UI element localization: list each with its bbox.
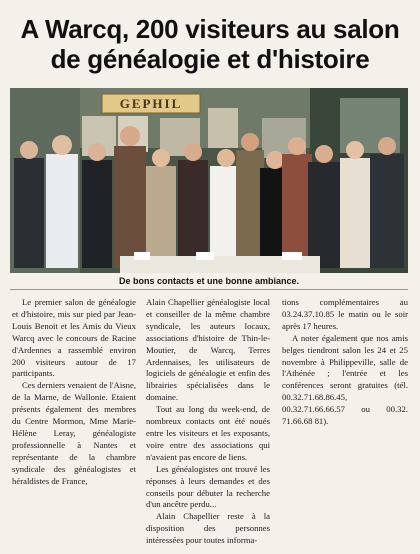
paragraph: Ces derniers venaient de l'Aisne, de la Marne, de Wallonie. Etaient présents également des membres du Centre Mormon, Mme Marie-Hélène Leray, généalogiste professionnelle à Nantes et représentante de la chambre syndicale des généalogistes et héraldistes de France, (12, 380, 136, 486)
paragraph: Le premier salon de généalogie et d'histoire, mis sur pied par Jean-Louis Benoit et les Amis du Vieux Warcq avec le concours de Racine d'Ardennes a rassemblé environ 200 visiteurs autour de 17 participants. (12, 297, 136, 379)
column-2 (146, 297, 270, 547)
headline (0, 14, 420, 74)
photo-scene (10, 88, 408, 273)
column-3 (282, 297, 408, 428)
divider (10, 289, 408, 290)
paragraph: Alain Chapellier reste à la disposition des personnes intéressées pour toutes informa- (146, 511, 270, 546)
photo-caption: De bons contacts et une bonne ambiance. (118, 276, 300, 286)
headline-line-2: de généalogie et d'histoire (50, 44, 370, 74)
gephil-sign: GEPHIL (119, 96, 183, 111)
paragraph: Les généalogistes ont trouvé les réponses à leurs demandes et des conseils pour débuter la recherche d'un ancêtre perdu... (146, 463, 270, 510)
paragraph: A noter également que nos amis belges tiendront salon les 24 et 25 novembre à Philippeville, salle de l'Athénée ; l'entrée et les conférences seront gratuites (tél. 00.32.71.68.86.45, 00.32.71.66.66.57 ou 00.32. 71.66.68 81). (282, 332, 408, 427)
paragraph: tions complémentaires au 03.24.37.10.85 le matin ou le soir après 17 heures. (282, 297, 408, 331)
headline-line-1: A Warcq, 200 visiteurs au salon (20, 14, 400, 44)
paragraph: Alain Chapellier généalogiste local et conseiller de la même chambre syndicale, les auteurs locaux, associations d'histoire de Thin-le-Moutier, de Warcq, Terres Ardennaises, les utilisateurs de logiciels de généalogie et enfin des librairies spécialisées dans le domaine. (146, 297, 270, 403)
paragraph: Tout au long du week-end, de nombreux contacts ont été noués entre les visiteurs et les exposants, voire entre des associations qui n'avaient pas encore de liens. (146, 404, 270, 462)
group-photo (10, 88, 408, 273)
column-1 (12, 297, 136, 488)
